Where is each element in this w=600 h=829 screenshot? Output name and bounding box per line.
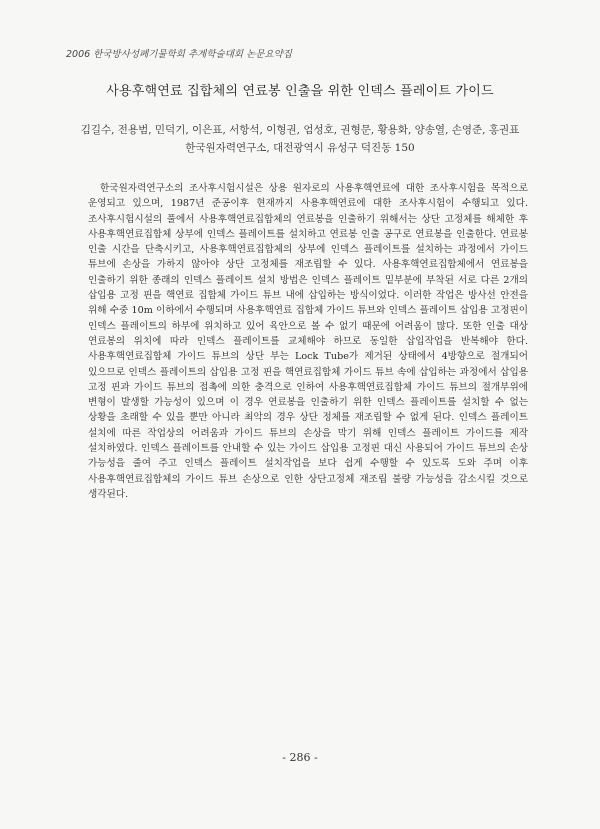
- running-header: 2006 한국방사성폐기물학회 추계학술대회 논문요약집: [66, 49, 292, 60]
- affiliation: 한국원자력연구소, 대전광역시 유성구 덕진동 150: [185, 142, 415, 154]
- paper-title: 사용후핵연료 집합체의 연료봉 인출을 위한 인덱스 플레이트 가이드: [106, 84, 494, 99]
- abstract-body: 한국원자력연구소의 조사후시험시설은 상용 원자로의 사용후핵연료에 대한 조사후시험을 목적으로 운영되고 있으며, 1987년 준공이후 현재까지 사용후핵연료에 대한 조사후시험이 수행되고 있다. 조사후시험시설의 풀에서 사용후핵연료집합체의 연료봉을 인출하기 위해서는 상단 고정체를 해체한 후 사용후핵연료집합체 상부에 인덱스 플레이트를 설치하고 연료봉 인출 공구로 연료봉을 인출한다. 연료봉 인출 시간을 단축시키고, 사용후핵연료집합체의 상부에 인덱스 플레이트를 설치하는 과정에서 가이드 튜브에 손상을 가하지 않아야 상단 고정체를 재조립할 수 있다. 사용후핵연료집합체에서 연료봉을 인출하기 위한 종래의 인덱스 플레이트 설치 방법은 인덱스 플레이트 밑부분에 부착된 서로 다른 2개의 삽입용 고정 핀을 핵연료 집합체 가이드 튜브 내에 삽입하는 방식이었다. 이러한 작업은 방사선 안전을 위해 수중 10m 이하에서 수행되며 사용후핵연료 집합체 가이드 튜브와 인덱스 플레이트 삽입용 고정핀이 인덱스 플레이트의 하부에 위치하고 있어 육안으로 볼 수 없기 때문에 어려움이 많다. 또한 인출 대상 연료봉의 위치에 따라 인덱스 플레이트를 교체해야 하므로 동일한 삽입작업을 반복해야 한다. 사용후핵연료집합체 가이드 튜브의 상단 부는 Lock Tube가 제거된 상태에서 4방향으로 절개되어 있으므로 인덱스 플레이트의 삽입용 고정 핀을 핵연료집합체 가이드 튜브 속에 삽입하는 과정에서 삽입용 고정 핀과 가이드 튜브의 접촉에 의한 충격으로 인하여 사용후핵연료집합체 가이드 튜브의 절개부위에 변형이 발생할 가능성이 있으며 이 경우 연료봉을 인출하기 위한 인덱스 플레이트를 설치할 수 없는 상황을 초래할 수 있을 뿐만 아니라 최악의 경우 상단 정체를 재조립할 수 없게 된다. 인덱스 플레이트 설치에 따른 작업상의 어려움과 가이드 튜브의 손상을 막기 위해 인덱스 플레이트 가이드를 제작 설치하였다. 인덱스 플레이트를 안내할 수 있는 가이드 삽입용 고정핀 대신 사용되어 가이드 튜브의 손상 가능성을 줄여 주고 인덱스 플레이트 설치작업을 보다 쉽게 수행할 수 있도록 도와 주며 이후 사용후핵연료집합체의 가이드 튜브 손상으로 인한 상단고정체 재조립 불량 가능성을 감소시킬 것으로 생각된다.: [88, 183, 528, 500]
- author-list: 김길수, 전용범, 민덕기, 이은표, 서항석, 이형권, 엄성호, 권형문, 황용화, 양송열, 손영준, 홍권표: [80, 124, 520, 136]
- page-number: - 286 -: [282, 751, 318, 764]
